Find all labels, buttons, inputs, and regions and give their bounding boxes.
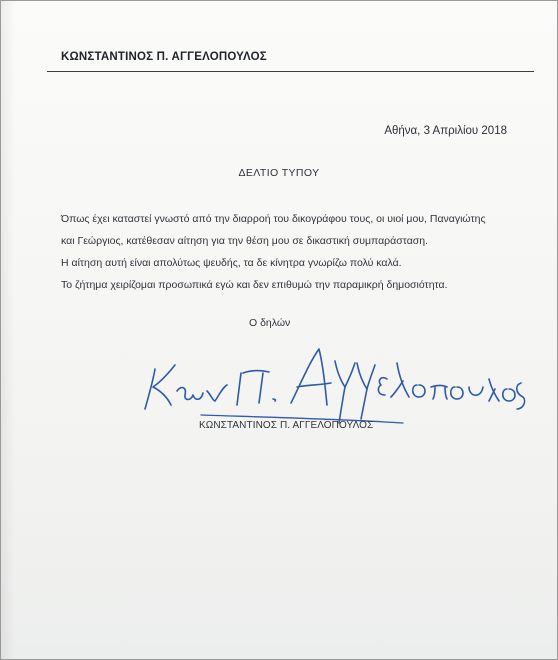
signer-name: ΚΩΝΣΤΑΝΤΙΝΟΣ Π. ΑΓΓΕΛΟΠΟΥΛΟΣ [199, 420, 374, 431]
letterhead-rule [47, 71, 534, 72]
body-line: και Γεώργιος, κατέθεσαν αίτηση για την θέση μου σε δικαστική συμπαράσταση. [61, 235, 428, 247]
letterhead-name: ΚΩΝΣΤΑΝΤΙΝΟΣ Π. ΑΓΓΕΛΟΠΟΥΛΟΣ [61, 51, 267, 63]
closing-phrase: Ο δηλών [249, 317, 291, 329]
letter-body [61, 208, 531, 296]
date-line: Αθήνα, 3 Απριλίου 2018 [384, 125, 507, 137]
body-line: Το ζήτημα χειρίζομαι προσωπικά εγώ και δεν επιθυμώ την παραμικρή δημοσιότητα. [61, 279, 448, 291]
letter-page [1, 1, 557, 659]
page-shadow-edge [1, 1, 15, 659]
body-line: Η αίτηση αυτή είναι απολύτως ψευδής, τα δε κίνητρα γνωρίζω πολύ καλά. [61, 257, 402, 269]
body-line: Όπως έχει καταστεί γνωστό από την διαρροή του δικογράφου τους, οι υιοί μου, Παναγιώτης [61, 213, 486, 225]
handwritten-signature [141, 339, 531, 429]
document-title: ΔΕΛΤΙΟ ΤΥΠΟΥ [238, 167, 320, 179]
